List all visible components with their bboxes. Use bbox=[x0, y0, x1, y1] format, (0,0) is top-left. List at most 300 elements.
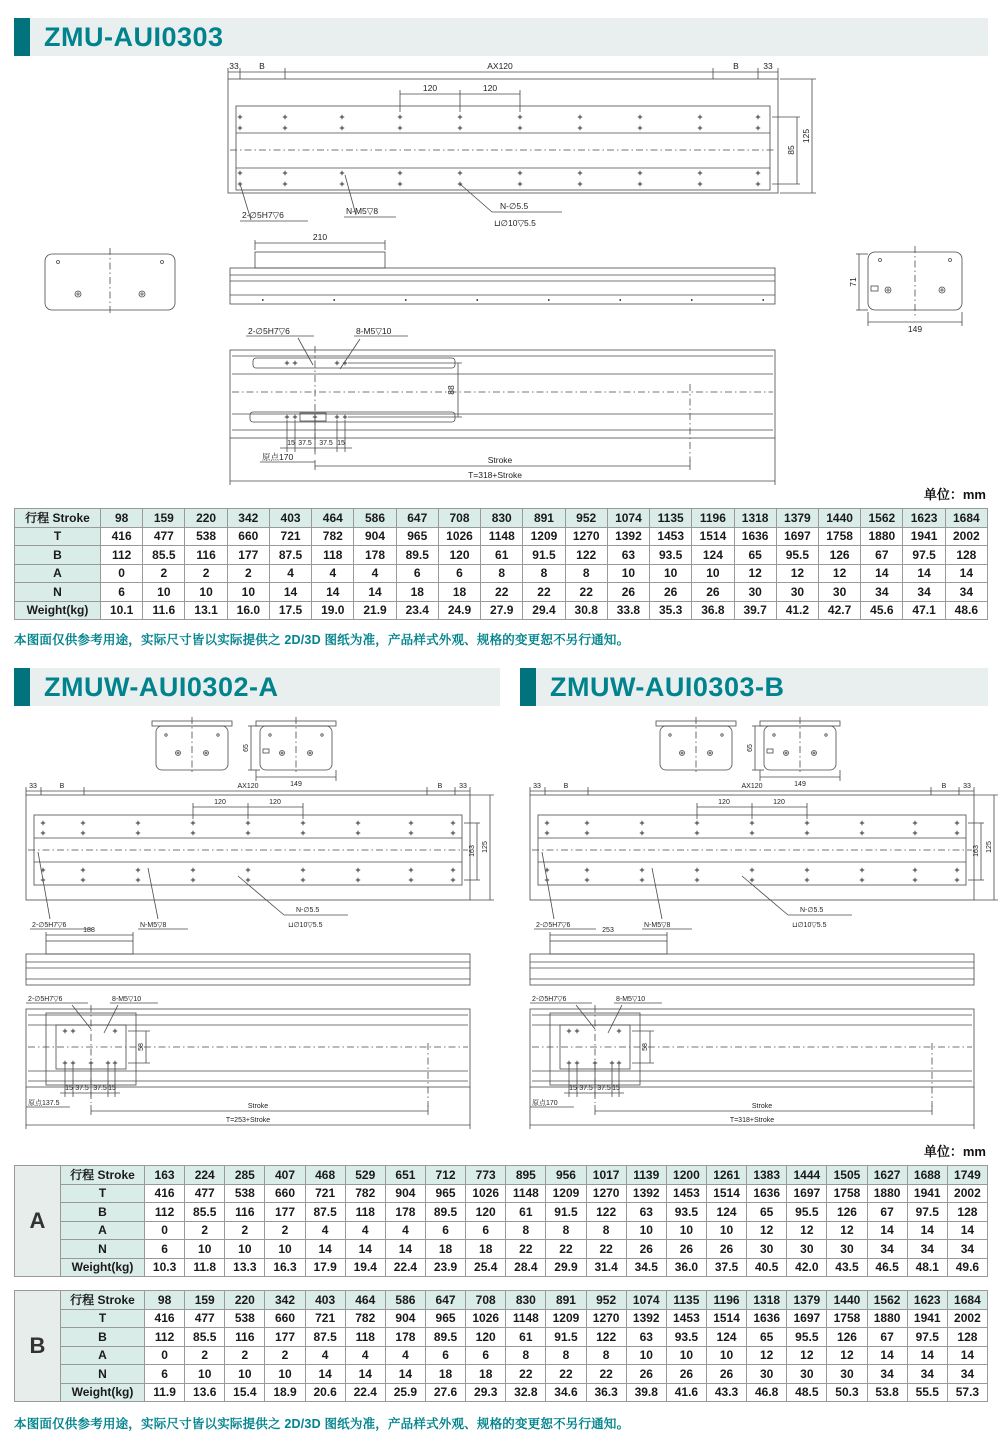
dim-label: 37.5 bbox=[93, 1085, 107, 1092]
stroke-label: Stroke bbox=[247, 1103, 269, 1110]
table-cell: 1440 bbox=[818, 509, 860, 528]
table-cell: 10 bbox=[607, 564, 649, 583]
hole-callout: N-∅5.5 bbox=[800, 907, 824, 914]
table-cell: 647 bbox=[396, 509, 438, 528]
table-cell: 26 bbox=[607, 583, 649, 602]
table-cell: 178 bbox=[385, 1203, 425, 1222]
table-cell: 18 bbox=[425, 1365, 465, 1384]
table-cell: 1880 bbox=[861, 527, 903, 546]
bottom-view bbox=[230, 326, 775, 485]
table-cell: 63 bbox=[626, 1328, 666, 1347]
table-cell: 116 bbox=[185, 546, 227, 565]
table-cell: 97.5 bbox=[907, 1203, 947, 1222]
table-cell: 2002 bbox=[945, 527, 987, 546]
table-cell: 33.8 bbox=[607, 601, 649, 620]
table-cell: 477 bbox=[185, 1309, 225, 1328]
dim-label: 163 bbox=[973, 845, 980, 857]
dim-label: B bbox=[437, 783, 443, 790]
bottom-view bbox=[530, 996, 974, 1129]
table-cell: 32.8 bbox=[506, 1383, 546, 1402]
table-cell: 464 bbox=[312, 509, 354, 528]
table-cell: 11.9 bbox=[145, 1383, 185, 1402]
table-cell: 67 bbox=[867, 1328, 907, 1347]
table-cell: 14 bbox=[947, 1346, 987, 1365]
hole-callout: N-M5▽8 bbox=[140, 922, 167, 929]
table-row bbox=[15, 1166, 988, 1185]
table-cell: 891 bbox=[546, 1291, 586, 1310]
origin-label: 原点137.5 bbox=[28, 1100, 60, 1107]
top-view bbox=[530, 783, 998, 929]
table-cell: 10 bbox=[225, 1365, 265, 1384]
table-group-label: A bbox=[15, 1166, 61, 1277]
table-cell: 651 bbox=[385, 1166, 425, 1185]
table-cell: 12 bbox=[827, 1346, 867, 1365]
table-cell: 50.3 bbox=[827, 1383, 867, 1402]
section-title: ZMUW-AUI0303-B bbox=[550, 671, 785, 702]
table-cell: 1392 bbox=[626, 1309, 666, 1328]
table-cell: 2 bbox=[227, 564, 269, 583]
table-cell: 85.5 bbox=[143, 546, 185, 565]
table-cell: 26 bbox=[666, 1240, 706, 1259]
table-cell: 2 bbox=[185, 1221, 225, 1240]
dim-label: B bbox=[563, 783, 569, 790]
table-cell: 8 bbox=[481, 564, 523, 583]
table-cell: 1383 bbox=[747, 1166, 787, 1185]
table-cell: 220 bbox=[225, 1291, 265, 1310]
table-cell: 14 bbox=[345, 1240, 385, 1259]
table-row bbox=[15, 1221, 988, 1240]
table-cell: 31.4 bbox=[586, 1258, 626, 1277]
table-cell: 10 bbox=[227, 583, 269, 602]
dim-label: 120 bbox=[718, 799, 730, 806]
header-accent-bar bbox=[520, 668, 536, 706]
page-title: ZMU-AUI0303 bbox=[44, 21, 224, 52]
table-cell: 721 bbox=[305, 1184, 345, 1203]
hole-callout: 2-∅5H7▽6 bbox=[532, 996, 567, 1003]
table-cell: 16.0 bbox=[227, 601, 269, 620]
table-cell: 952 bbox=[586, 1291, 626, 1310]
table-cell: 39.8 bbox=[626, 1383, 666, 1402]
table-cell: 34 bbox=[867, 1365, 907, 1384]
table-cell: 1135 bbox=[650, 509, 692, 528]
table-row bbox=[15, 1328, 988, 1347]
table-cell: 12 bbox=[747, 1346, 787, 1365]
table-cell: 124 bbox=[706, 1328, 746, 1347]
table-cell: 22 bbox=[586, 1240, 626, 1259]
table-cell: 10 bbox=[626, 1221, 666, 1240]
row-label: 行程 Stroke bbox=[61, 1166, 145, 1185]
table-cell: 1758 bbox=[827, 1309, 867, 1328]
table-cell: 39.7 bbox=[734, 601, 776, 620]
table-cell: 37.5 bbox=[706, 1258, 746, 1277]
table-cell: 1074 bbox=[607, 509, 649, 528]
table-cell: 830 bbox=[506, 1291, 546, 1310]
table-cell: 712 bbox=[425, 1166, 465, 1185]
table-row bbox=[15, 1309, 988, 1328]
table-cell: 956 bbox=[546, 1166, 586, 1185]
table-cell: 403 bbox=[305, 1291, 345, 1310]
table-cell: 8 bbox=[523, 564, 565, 583]
dim-label: 58 bbox=[138, 1043, 145, 1051]
table-cell: 782 bbox=[345, 1184, 385, 1203]
table-cell: 10.3 bbox=[145, 1258, 185, 1277]
table-cell: 12 bbox=[747, 1221, 787, 1240]
table-cell: 14 bbox=[345, 1365, 385, 1384]
table-cell: 46.8 bbox=[747, 1383, 787, 1402]
table-cell: 34 bbox=[861, 583, 903, 602]
dim-label: 120 bbox=[773, 799, 785, 806]
table-cell: 14 bbox=[354, 583, 396, 602]
dim-label: 120 bbox=[422, 83, 438, 93]
table-cell: 782 bbox=[312, 527, 354, 546]
dim-label: 15 bbox=[65, 1085, 73, 1092]
dim-label: 15 bbox=[287, 440, 295, 447]
table-cell: 12 bbox=[787, 1221, 827, 1240]
table-cell: 29.3 bbox=[466, 1383, 506, 1402]
table-cell: 49.6 bbox=[947, 1258, 987, 1277]
table-cell: 0 bbox=[101, 564, 143, 583]
row-label: T bbox=[61, 1184, 145, 1203]
table-cell: 10 bbox=[666, 1346, 706, 1365]
section-title: ZMUW-AUI0302-A bbox=[44, 671, 279, 702]
table-cell: 34 bbox=[867, 1240, 907, 1259]
table-row bbox=[15, 1346, 988, 1365]
dim-label: 210 bbox=[312, 232, 328, 242]
table-cell: 34 bbox=[903, 583, 945, 602]
table-cell: 1505 bbox=[827, 1166, 867, 1185]
table-cell: 122 bbox=[565, 546, 607, 565]
end-views bbox=[656, 717, 840, 788]
side-view bbox=[26, 927, 470, 985]
table-cell: 660 bbox=[265, 1184, 305, 1203]
dim-label: 120 bbox=[214, 799, 226, 806]
table-cell: 28.4 bbox=[506, 1258, 546, 1277]
table-cell: 10 bbox=[185, 1365, 225, 1384]
hole-callout: ⊔∅10▽5.5 bbox=[494, 218, 536, 228]
mounting-holes bbox=[545, 821, 959, 882]
table-cell: 12 bbox=[776, 564, 818, 583]
table-cell: 177 bbox=[265, 1328, 305, 1347]
table-row bbox=[15, 1258, 988, 1277]
table-cell: 36.3 bbox=[586, 1383, 626, 1402]
table-cell: 1562 bbox=[867, 1291, 907, 1310]
table-cell: 477 bbox=[185, 1184, 225, 1203]
table-cell: 22 bbox=[565, 583, 607, 602]
dim-label: AX120 bbox=[741, 783, 763, 790]
header-band bbox=[30, 18, 988, 56]
table-cell: 26 bbox=[706, 1365, 746, 1384]
table-cell: 63 bbox=[626, 1203, 666, 1222]
table-cell: 1026 bbox=[466, 1184, 506, 1203]
table-cell: 97.5 bbox=[907, 1328, 947, 1347]
mounting-holes bbox=[41, 821, 455, 882]
table-cell: 1209 bbox=[546, 1309, 586, 1328]
stroke-label: Stroke bbox=[751, 1103, 773, 1110]
row-label: T bbox=[61, 1309, 145, 1328]
table-cell: 128 bbox=[947, 1203, 987, 1222]
table-cell: 6 bbox=[396, 564, 438, 583]
dim-label: 33 bbox=[963, 783, 971, 790]
dim-label: AX120 bbox=[487, 62, 513, 71]
table-cell: 18 bbox=[438, 583, 480, 602]
row-label: 行程 Stroke bbox=[15, 509, 101, 528]
table-cell: 342 bbox=[227, 509, 269, 528]
total-length-label: T=318+Stroke bbox=[468, 470, 522, 480]
table-cell: 4 bbox=[354, 564, 396, 583]
table-cell: 34.6 bbox=[546, 1383, 586, 1402]
header-accent-bar bbox=[14, 668, 30, 706]
row-label: Weight(kg) bbox=[61, 1383, 145, 1402]
table-cell: 416 bbox=[145, 1309, 185, 1328]
table-cell: 6 bbox=[425, 1221, 465, 1240]
table-cell: 1209 bbox=[523, 527, 565, 546]
table-cell: 4 bbox=[305, 1346, 345, 1365]
table-cell: 891 bbox=[523, 509, 565, 528]
table-cell: 4 bbox=[312, 564, 354, 583]
table-cell: 34.5 bbox=[626, 1258, 666, 1277]
table-cell: 13.3 bbox=[225, 1258, 265, 1277]
table-cell: 55.5 bbox=[907, 1383, 947, 1402]
table-cell: 18 bbox=[396, 583, 438, 602]
dim-label: 33 bbox=[29, 783, 37, 790]
table-cell: 36.8 bbox=[692, 601, 734, 620]
table-cell: 41.2 bbox=[776, 601, 818, 620]
table-cell: 22 bbox=[586, 1365, 626, 1384]
table-cell: 12 bbox=[818, 564, 860, 583]
table-cell: 91.5 bbox=[523, 546, 565, 565]
left-end-view bbox=[45, 248, 175, 316]
table-cell: 22.4 bbox=[345, 1383, 385, 1402]
table-cell: 67 bbox=[861, 546, 903, 565]
carriage-holes bbox=[285, 361, 347, 419]
table-cell: 122 bbox=[586, 1203, 626, 1222]
row-label: N bbox=[15, 583, 101, 602]
table-cell: 45.6 bbox=[861, 601, 903, 620]
table-cell: 43.3 bbox=[706, 1383, 746, 1402]
table-cell: 538 bbox=[225, 1309, 265, 1328]
table-cell: 26 bbox=[666, 1365, 706, 1384]
table-cell: 53.8 bbox=[867, 1383, 907, 1402]
table-cell: 2002 bbox=[947, 1309, 987, 1328]
table-cell: 163 bbox=[145, 1166, 185, 1185]
dim-label: 37.5 bbox=[319, 440, 333, 447]
section-header-1 bbox=[14, 18, 988, 56]
table-row bbox=[15, 583, 988, 602]
table-cell: 63 bbox=[607, 546, 649, 565]
table-cell: 91.5 bbox=[546, 1203, 586, 1222]
table-cell: 42.7 bbox=[818, 601, 860, 620]
table-cell: 0 bbox=[145, 1221, 185, 1240]
table-cell: 1261 bbox=[706, 1166, 746, 1185]
table-cell: 118 bbox=[312, 546, 354, 565]
table-cell: 1148 bbox=[506, 1309, 546, 1328]
table-cell: 8 bbox=[586, 1346, 626, 1365]
table-cell: 61 bbox=[481, 546, 523, 565]
table-cell: 1196 bbox=[692, 509, 734, 528]
table-cell: 6 bbox=[466, 1221, 506, 1240]
hole-callout: ⊔∅10▽5.5 bbox=[792, 922, 827, 929]
table-cell: 1196 bbox=[706, 1291, 746, 1310]
table-cell: 1697 bbox=[787, 1184, 827, 1203]
dim-label: 85 bbox=[786, 145, 796, 155]
table-cell: 1623 bbox=[903, 509, 945, 528]
table-cell: 14 bbox=[385, 1240, 425, 1259]
table-cell: 6 bbox=[425, 1346, 465, 1365]
total-length-label: T=318+Stroke bbox=[729, 1117, 775, 1124]
table-cell: 2 bbox=[265, 1221, 305, 1240]
table-cell: 18 bbox=[466, 1240, 506, 1259]
hole-callout: 2-∅5H7▽6 bbox=[242, 210, 284, 220]
table-cell: 178 bbox=[385, 1328, 425, 1347]
header-band bbox=[536, 668, 988, 706]
table-cell: 40.5 bbox=[747, 1258, 787, 1277]
table-cell: 660 bbox=[227, 527, 269, 546]
table-cell: 35.3 bbox=[650, 601, 692, 620]
table-cell: 830 bbox=[481, 509, 523, 528]
dim-label: 120 bbox=[482, 83, 498, 93]
table-cell: 22 bbox=[546, 1240, 586, 1259]
table-cell: 8 bbox=[546, 1221, 586, 1240]
unit-label: 单位：mm bbox=[923, 487, 986, 502]
table-cell: 464 bbox=[345, 1291, 385, 1310]
hole-callout: 8-M5▽10 bbox=[616, 996, 646, 1003]
table-cell: 1514 bbox=[706, 1184, 746, 1203]
dim-label: 253 bbox=[602, 927, 614, 934]
table-cell: 30 bbox=[827, 1365, 867, 1384]
table-cell: 48.1 bbox=[907, 1258, 947, 1277]
dim-label: 37.5 bbox=[579, 1085, 593, 1092]
table-cell: 1135 bbox=[666, 1291, 706, 1310]
table-cell: 4 bbox=[345, 1346, 385, 1365]
table-cell: 965 bbox=[425, 1309, 465, 1328]
table-cell: 1941 bbox=[907, 1309, 947, 1328]
table-cell: 95.5 bbox=[787, 1203, 827, 1222]
row-label: A bbox=[61, 1346, 145, 1365]
table-cell: 6 bbox=[101, 583, 143, 602]
total-length-label: T=253+Stroke bbox=[225, 1117, 271, 1124]
side-view bbox=[230, 232, 775, 304]
table-cell: 19.4 bbox=[345, 1258, 385, 1277]
section-header-3 bbox=[520, 668, 988, 706]
table-cell: 2 bbox=[265, 1346, 305, 1365]
table-cell: 120 bbox=[438, 546, 480, 565]
table-cell: 30 bbox=[787, 1240, 827, 1259]
row-label: B bbox=[15, 546, 101, 565]
row-label: N bbox=[61, 1240, 145, 1259]
table-cell: 2 bbox=[185, 564, 227, 583]
table-cell: 1697 bbox=[776, 527, 818, 546]
table-cell: 1444 bbox=[787, 1166, 827, 1185]
table-cell: 2 bbox=[143, 564, 185, 583]
table-cell: 10 bbox=[265, 1240, 305, 1259]
row-label: B bbox=[61, 1203, 145, 1222]
table-cell: 1392 bbox=[626, 1184, 666, 1203]
hole-callout: 2-∅5H7▽6 bbox=[32, 922, 67, 929]
table-cell: 965 bbox=[396, 527, 438, 546]
dimension-table-a bbox=[14, 1165, 988, 1277]
table-cell: 647 bbox=[425, 1291, 465, 1310]
table-cell: 1623 bbox=[907, 1291, 947, 1310]
dim-label: 15 bbox=[612, 1085, 620, 1092]
table-cell: 1017 bbox=[586, 1166, 626, 1185]
table-cell: 8 bbox=[565, 564, 607, 583]
row-label: B bbox=[61, 1328, 145, 1347]
table-row bbox=[15, 564, 988, 583]
table-cell: 342 bbox=[265, 1291, 305, 1310]
row-label: 行程 Stroke bbox=[61, 1291, 145, 1310]
mounting-holes bbox=[238, 115, 760, 186]
hole-callout: 2-∅5H7▽6 bbox=[248, 326, 290, 336]
table-cell: 1562 bbox=[861, 509, 903, 528]
table-cell: 965 bbox=[425, 1184, 465, 1203]
origin-label: 原点170 bbox=[262, 452, 294, 462]
table-cell: 1026 bbox=[466, 1309, 506, 1328]
table-cell: 26 bbox=[650, 583, 692, 602]
dim-label: B bbox=[59, 783, 65, 790]
table-cell: 12 bbox=[734, 564, 776, 583]
table-cell: 782 bbox=[345, 1309, 385, 1328]
dim-label: 33 bbox=[229, 62, 239, 71]
table-cell: 1318 bbox=[734, 509, 776, 528]
table-group-label: B bbox=[15, 1291, 61, 1402]
table-cell: 177 bbox=[227, 546, 269, 565]
table-cell: 18 bbox=[425, 1240, 465, 1259]
dim-label: 120 bbox=[269, 799, 281, 806]
disclaimer-note: 本图面仅供参考用途，实际尺寸皆以实际提供之 2D/3D 图纸为准，产品样式外观、规格的变更恕不另行通知。 bbox=[14, 1417, 630, 1431]
table-cell: 10 bbox=[143, 583, 185, 602]
row-label: A bbox=[15, 564, 101, 583]
table-cell: 10 bbox=[265, 1365, 305, 1384]
table-cell: 116 bbox=[225, 1203, 265, 1222]
technical-drawing-zmuw-aui0303-b bbox=[512, 713, 1000, 1141]
table-cell: 1148 bbox=[481, 527, 523, 546]
hole-callout: N-M5▽8 bbox=[346, 206, 379, 216]
table-cell: 93.5 bbox=[650, 546, 692, 565]
row-label: Weight(kg) bbox=[61, 1258, 145, 1277]
table-cell: 468 bbox=[305, 1166, 345, 1185]
table-cell: 95.5 bbox=[776, 546, 818, 565]
table-cell: 1684 bbox=[945, 509, 987, 528]
table-cell: 34 bbox=[947, 1365, 987, 1384]
table-row bbox=[15, 1240, 988, 1259]
table-cell: 1758 bbox=[818, 527, 860, 546]
table-cell: 34 bbox=[907, 1240, 947, 1259]
hole-callout: N-M5▽8 bbox=[644, 922, 671, 929]
table-cell: 24.9 bbox=[438, 601, 480, 620]
table-cell: 6 bbox=[145, 1240, 185, 1259]
bottom-view bbox=[26, 996, 470, 1129]
table-cell: 126 bbox=[827, 1328, 867, 1347]
table-cell: 1209 bbox=[546, 1184, 586, 1203]
table-cell: 118 bbox=[345, 1328, 385, 1347]
table-cell: 1514 bbox=[692, 527, 734, 546]
table-cell: 1941 bbox=[907, 1184, 947, 1203]
table-cell: 89.5 bbox=[425, 1203, 465, 1222]
row-label: Weight(kg) bbox=[15, 601, 101, 620]
table-cell: 1749 bbox=[947, 1166, 987, 1185]
table-cell: 721 bbox=[305, 1309, 345, 1328]
table-cell: 8 bbox=[506, 1221, 546, 1240]
dim-label: 58 bbox=[642, 1043, 649, 1051]
table-cell: 407 bbox=[265, 1166, 305, 1185]
table-cell: 57.3 bbox=[947, 1383, 987, 1402]
table-cell: 1514 bbox=[706, 1309, 746, 1328]
table-row bbox=[15, 527, 988, 546]
table-cell: 30 bbox=[747, 1365, 787, 1384]
table-cell: 22 bbox=[523, 583, 565, 602]
table-cell: 15.4 bbox=[225, 1383, 265, 1402]
table-cell: 30 bbox=[787, 1365, 827, 1384]
